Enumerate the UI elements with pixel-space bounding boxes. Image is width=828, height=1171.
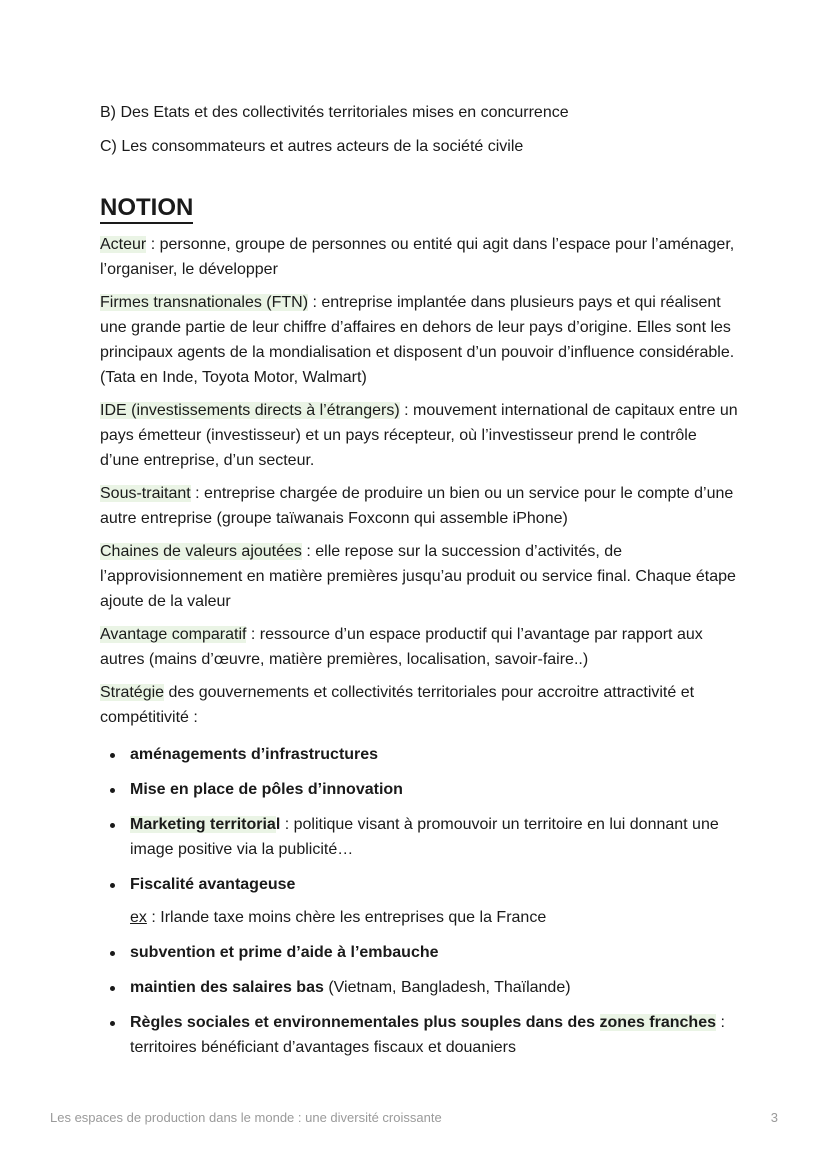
- page-number: 3: [770, 1110, 778, 1125]
- bullet-term-highlight: zones franches: [599, 1014, 716, 1031]
- example-line: [130, 905, 740, 930]
- bullet-text: aménagements d’infrastructures: [130, 746, 379, 763]
- definition-chaines-valeurs: [100, 539, 740, 614]
- list-item: [130, 872, 740, 897]
- term: Chaines de valeurs ajoutées: [100, 543, 302, 560]
- bullet-term: maintien des salaires bas: [130, 979, 324, 996]
- bullet-text: (Vietnam, Bangladesh, Thaïlande): [323, 979, 571, 996]
- bullet-term: Marketing territoria: [130, 816, 276, 833]
- outline-item-c: C) Les consommateurs et autres acteurs de la société civile: [100, 138, 524, 155]
- definition-text: des gouvernements et collectivités territoriales pour accroitre attractivité et compétitivité :: [100, 684, 695, 726]
- bullet-text: Fiscalité avantageuse: [130, 876, 296, 893]
- list-item: [130, 975, 740, 1000]
- term: Sous-traitant: [100, 485, 191, 502]
- definition-acteur: [100, 232, 740, 282]
- term: Stratégie: [100, 684, 165, 701]
- bullet-text: : territoires bénéficiant d’avantages fiscaux et douaniers: [130, 1014, 725, 1056]
- definition-ide: [100, 398, 740, 473]
- example-label: ex: [130, 909, 147, 926]
- list-item: [130, 1010, 740, 1060]
- term: Acteur: [100, 236, 147, 253]
- outline-item-b: B) Des Etats et des collectivités territoriales mises en concurrence: [100, 104, 569, 121]
- strategy-list-continued: [100, 940, 740, 1060]
- definition-sous-traitant: [100, 481, 740, 531]
- bullet-term: Règles sociales et environnementales plus souples dans des: [130, 1014, 600, 1031]
- list-item: [130, 940, 740, 965]
- definition-text: : ressource d’un espace productif qui l’avantage par rapport aux autres (mains d’œuvre, matière premières, localisation, savoir-faire..): [100, 626, 703, 668]
- term: Firmes transnationales (FTN): [100, 294, 309, 311]
- list-item: [130, 812, 740, 862]
- definition-strategie: [100, 680, 740, 730]
- list-item: [130, 777, 740, 802]
- bullet-text: subvention et prime d’aide à l’embauche: [130, 944, 439, 961]
- definition-text: : personne, groupe de personnes ou entité qui agit dans l’espace pour l’aménager, l’organiser, le développer: [100, 236, 735, 278]
- page-footer: [50, 1110, 778, 1125]
- bullet-text: : politique visant à promouvoir un territoire en lui donnant une image positive via la publicité…: [130, 816, 719, 858]
- bullet-text: Mise en place de pôles d’innovation: [130, 781, 403, 798]
- term: Avantage comparatif: [100, 626, 247, 643]
- definition-text: : elle repose sur la succession d’activités, de l’approvisionnement en matière premières jusqu’au produit ou service final. Chaque étape ajoute de la valeur: [100, 543, 736, 610]
- definition-text: : mouvement international de capitaux entre un pays émetteur (investisseur) et un pays récepteur, où l’investisseur prend le contrôle d’une entreprise, d’un secteur.: [100, 402, 738, 469]
- bullet-term-tail: l: [275, 816, 281, 833]
- definition-text: : entreprise implantée dans plusieurs pays et qui réalisent une grande partie de leur chiffre d’affaires en dehors de leur pays d’origine. Elles sont les principaux agents de la mondialisation et disposent d’un pouvoir d’influence considérable. (Tata en Inde, Toyota Motor, Walmart): [100, 294, 735, 386]
- section-title: NOTION: [100, 194, 193, 224]
- strategy-list: [100, 742, 740, 897]
- definition-ftn: [100, 290, 740, 390]
- definition-avantage-comparatif: [100, 622, 740, 672]
- term: IDE (investissements directs à l’étrangers): [100, 402, 400, 419]
- list-item: [130, 742, 740, 767]
- document-page: [100, 100, 740, 1070]
- example-text: : Irlande taxe moins chère les entreprises que la France: [146, 909, 547, 926]
- outline: [100, 100, 740, 159]
- definition-text: : entreprise chargée de produire un bien ou un service pour le compte d’une autre entreprise (groupe taïwanais Foxconn qui assemble iPhone): [100, 485, 734, 527]
- footer-title: Les espaces de production dans le monde : une diversité croissante: [50, 1110, 442, 1125]
